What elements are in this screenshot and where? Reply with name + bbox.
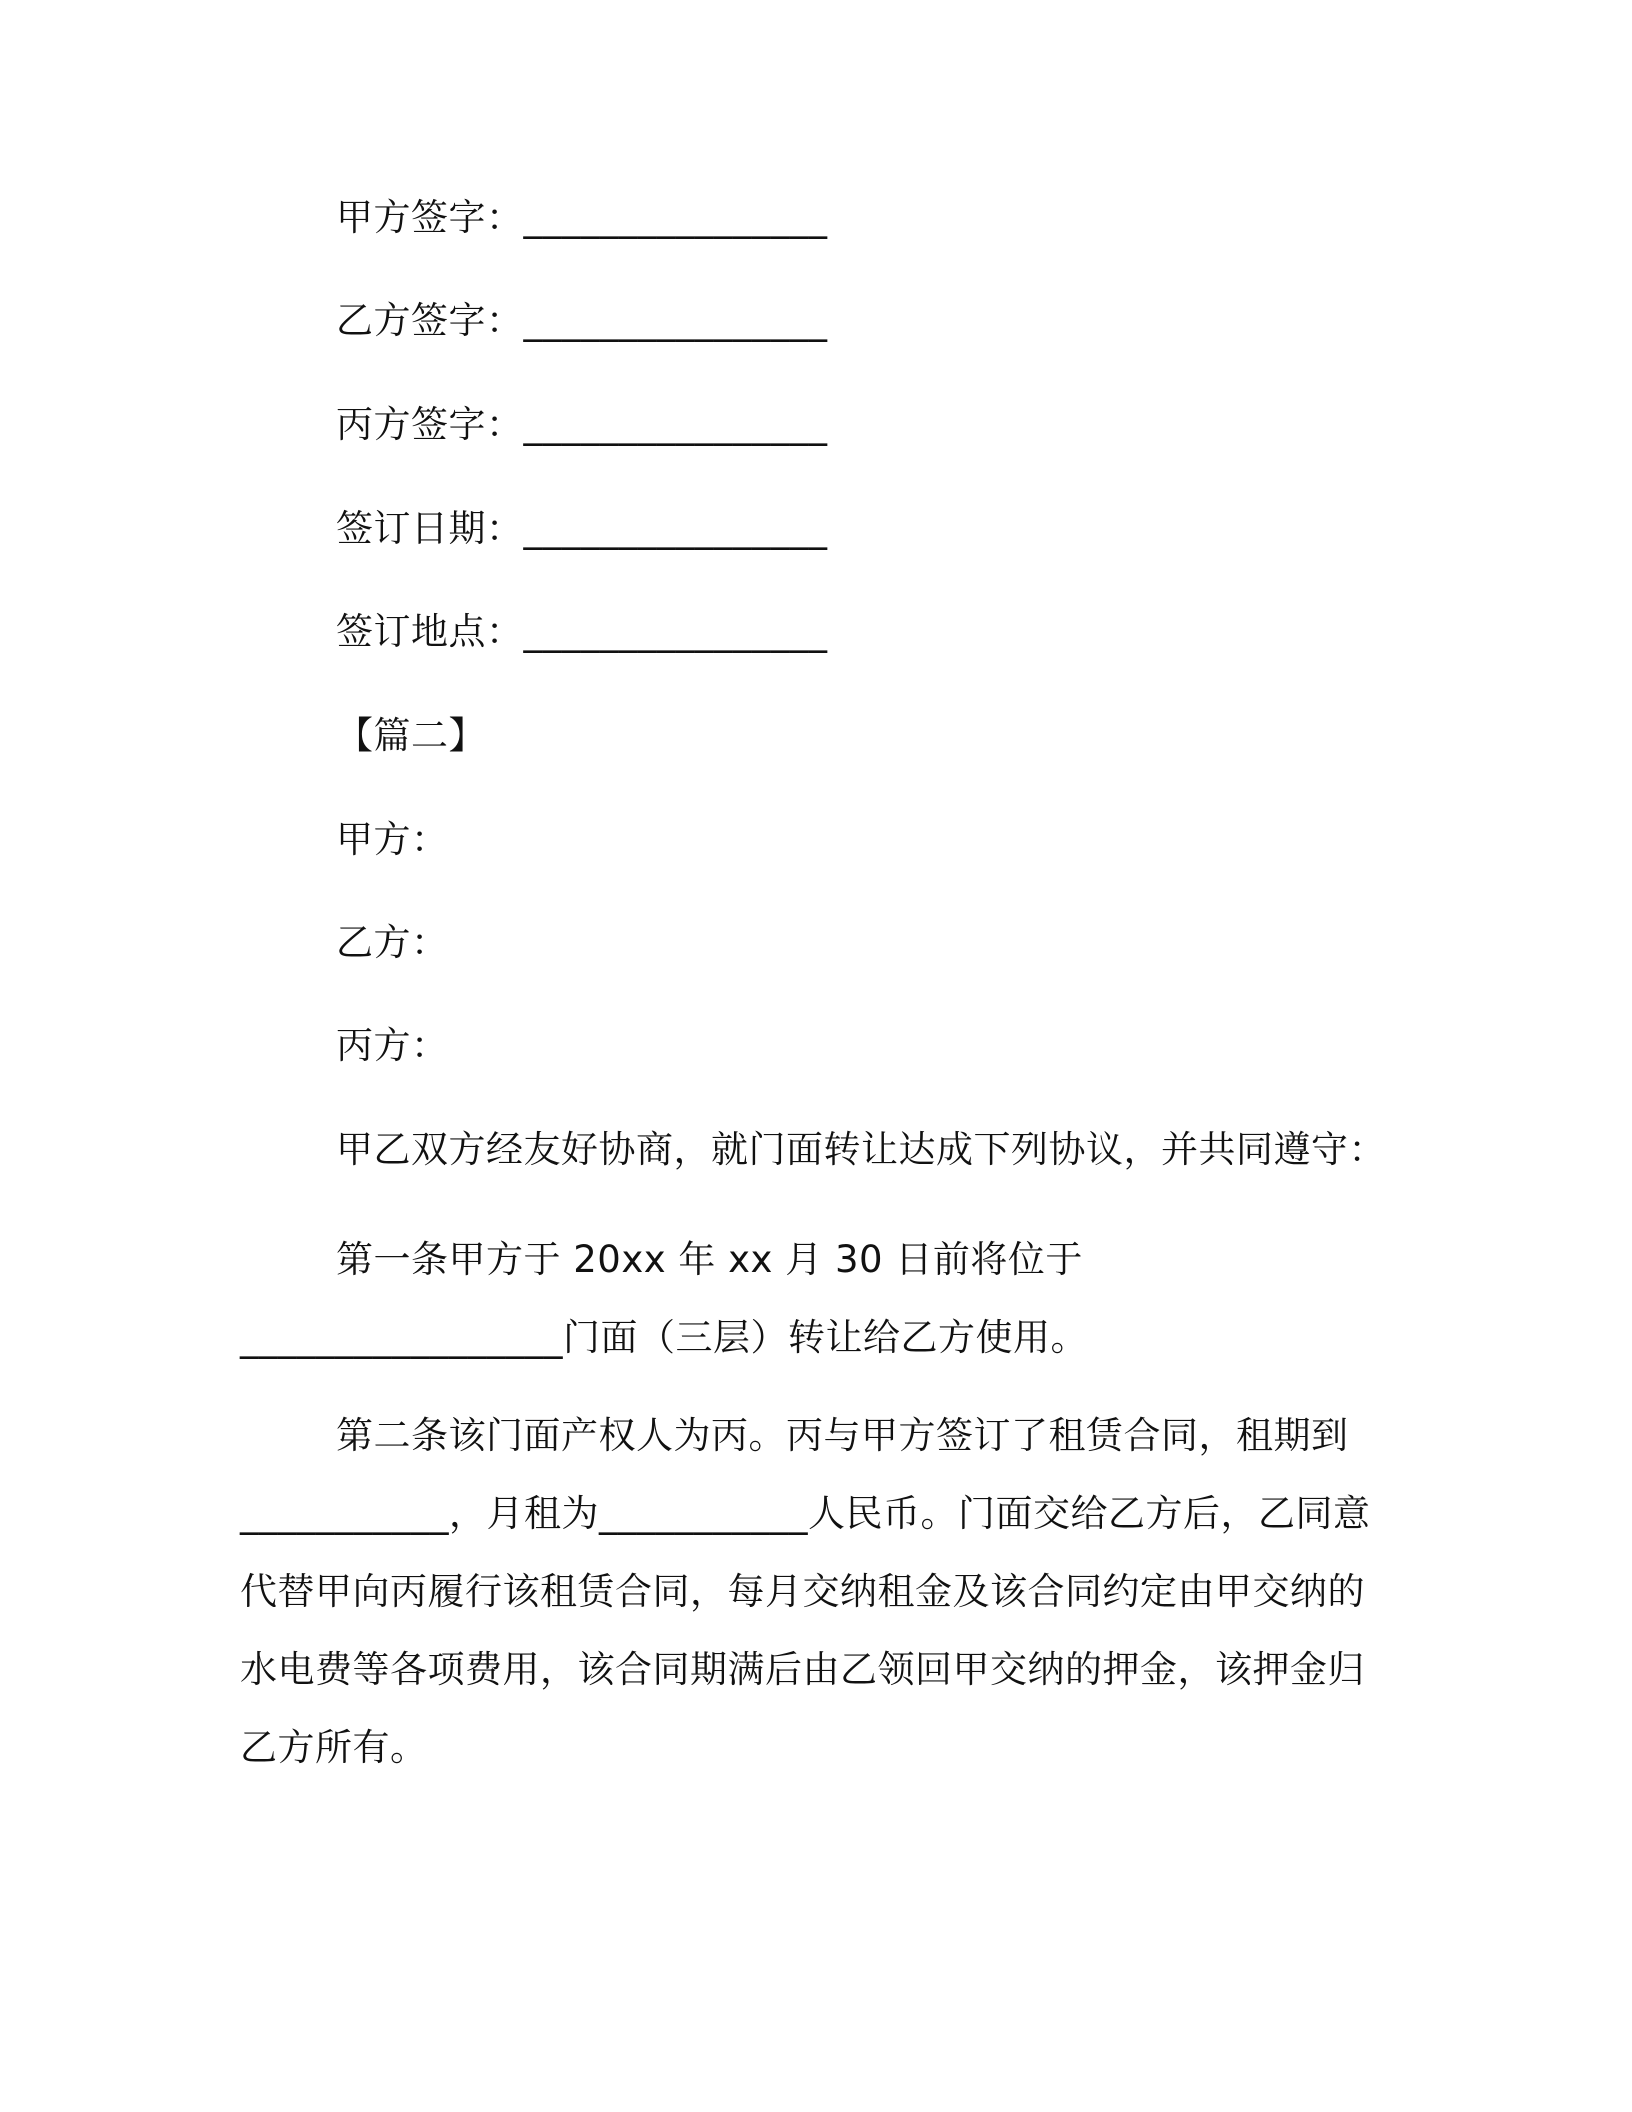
party-c-signature-line: 丙方签字：________________ [336, 403, 828, 446]
sign-place-line: 签订地点：________________ [336, 610, 828, 653]
intro-paragraph: 甲乙双方经友好协商，就门面转让达成下列协议，并共同遵守： [336, 1128, 1386, 1171]
party-b-label: 乙方： [336, 921, 449, 964]
sign-date-line: 签订日期：________________ [336, 507, 828, 550]
section-heading: 【篇二】 [336, 714, 486, 757]
party-b-signature-line: 乙方签字：________________ [336, 299, 828, 342]
article-1-paragraph: 第一条甲方于 20xx 年 xx 月 30 日前将位于_________________门面（三层）转让给乙方使用。 [240, 1238, 1088, 1359]
party-a-signature-line: 甲方签字：________________ [336, 196, 828, 239]
article-2-paragraph: 第二条该门面产权人为丙。丙与甲方签订了租赁合同，租期到___________，月租为___________人民币。门面交给乙方后，乙同意代替甲向丙履行该租赁合同，每月交纳租金及该合同约定由甲交纳的水电费等各项费用，该合同期满后由乙领回甲交纳的押金，该押金归乙方所有。 [240, 1414, 1371, 1769]
party-c-label: 丙方： [336, 1024, 449, 1067]
party-a-label: 甲方： [336, 818, 449, 861]
